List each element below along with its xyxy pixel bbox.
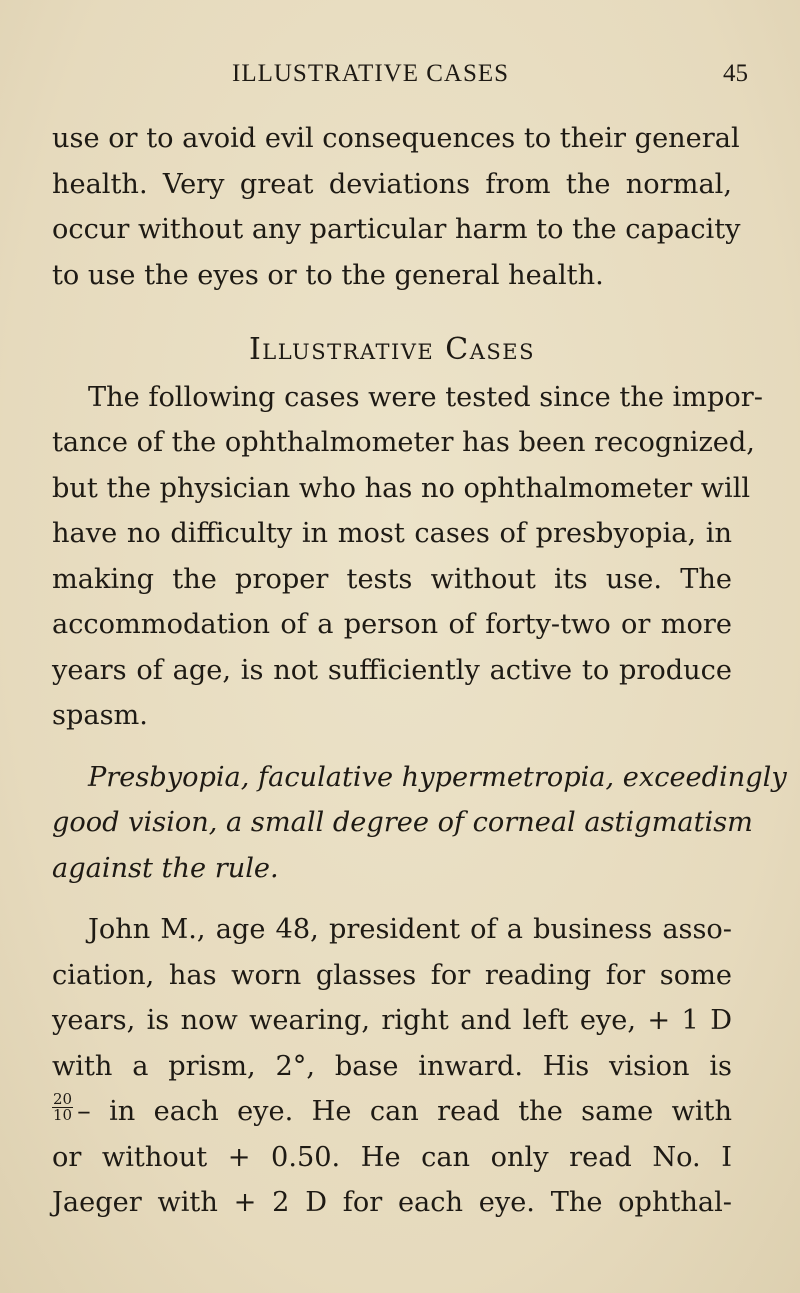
page-number: 45 xyxy=(723,60,748,87)
text-line: Jaeger with + 2 D for each eye. The ophthal- xyxy=(52,1187,732,1218)
fraction-denominator: 10 xyxy=(53,1106,73,1125)
text-line: health. Very great deviations from the normal, xyxy=(52,168,732,200)
text-line: accommodation of a person of forty-two or more xyxy=(52,609,732,640)
text-line: years, is now wearing, right and left eye, + 1 D xyxy=(52,1005,732,1036)
text-line: ciation, has worn glasses for reading for some xyxy=(52,959,732,991)
text-line: spasm. xyxy=(52,700,148,731)
text-line: use or to avoid evil consequences to their general xyxy=(52,123,740,154)
text-line: occur without any particular harm to the capacity xyxy=(52,214,741,245)
text-line: tance of the ophthalmometer has been recognized, xyxy=(52,427,755,458)
fraction-numerator: 20 xyxy=(53,1090,73,1109)
text-line: years of age, is not sufficiently active to produce xyxy=(52,654,732,686)
text-line: but the physician who has no ophthalmometer will xyxy=(52,472,751,504)
text-line: John M., age 48, president of a business asso- xyxy=(88,914,732,945)
paragraph-case-john xyxy=(52,907,732,1226)
text-line: with a prism, 2°, base inward. His vision is xyxy=(52,1050,732,1082)
text-line: against the rule. xyxy=(52,852,279,884)
text-line: to use the eyes or to the general health. xyxy=(52,259,604,291)
running-title: ILLUSTRATIVE CASES xyxy=(232,60,510,87)
fraction-suffix: – in each eye. He can read the same with xyxy=(77,1096,732,1127)
paragraph-intro xyxy=(52,116,741,298)
body-text xyxy=(52,116,787,1226)
vision-fraction xyxy=(52,1092,73,1123)
page-header xyxy=(0,60,800,94)
text-line: making the proper tests without its use. The xyxy=(52,563,732,595)
text-line: good vision, a small degree of corneal astigmatism xyxy=(52,807,753,838)
text-line: Presbyopia, faculative hypermetropia, exceedingly xyxy=(88,761,787,793)
text-line: The following cases were tested since the impor- xyxy=(88,381,763,413)
paragraph-following-cases xyxy=(52,375,763,739)
case-title xyxy=(52,755,787,892)
text-line: or without + 0.50. He can only read No. I xyxy=(52,1141,732,1173)
fraction-line xyxy=(52,1089,732,1135)
section-heading: Illustrative Cases xyxy=(248,332,536,367)
text-line: have no difficulty in most cases of presbyopia, in xyxy=(52,518,732,549)
